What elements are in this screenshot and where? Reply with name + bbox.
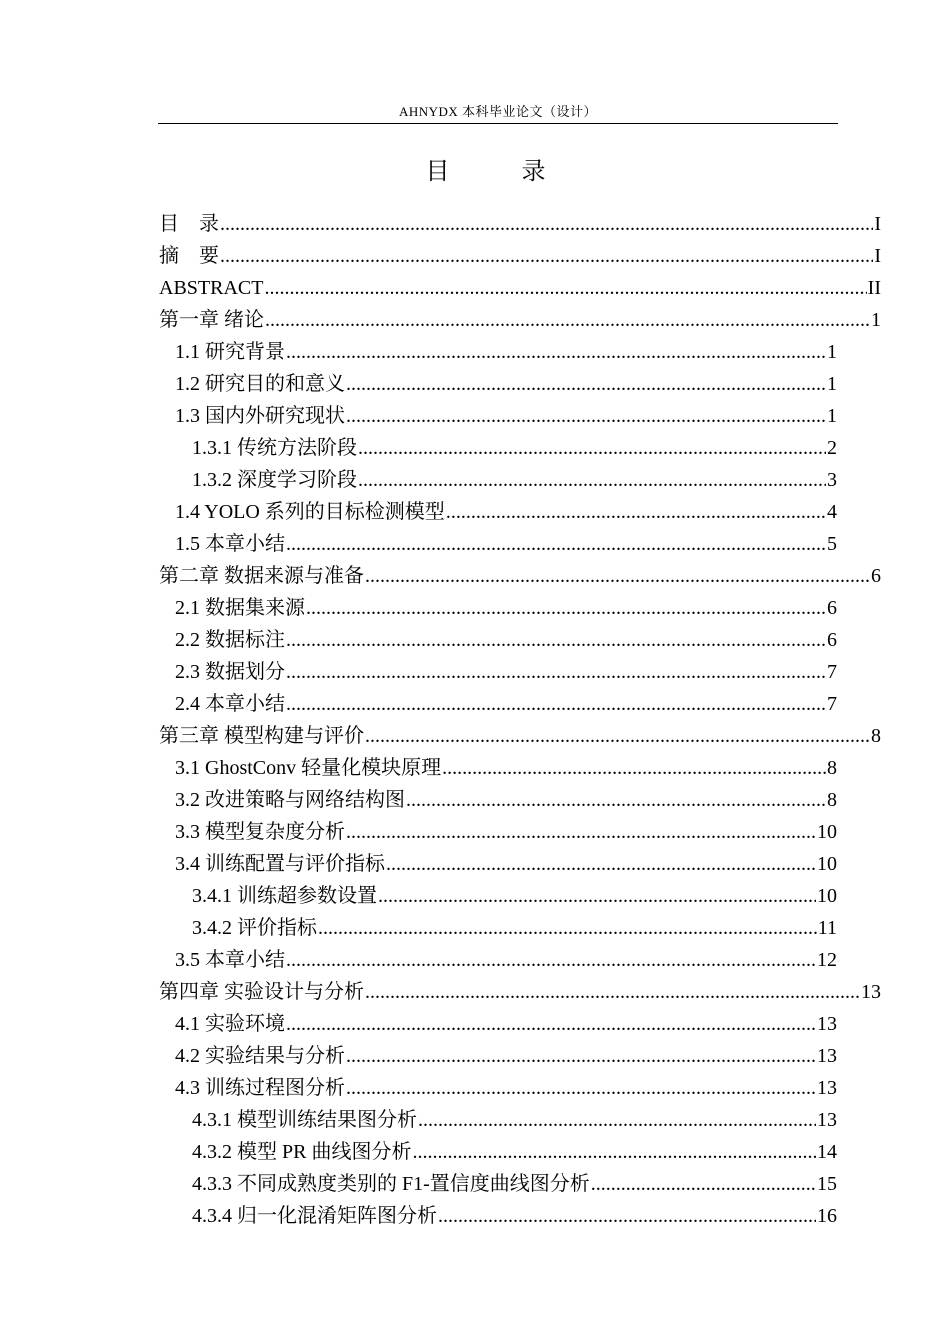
toc-entry-page-number: II (867, 277, 881, 299)
toc-dot-leader (286, 656, 826, 688)
toc-dot-leader (346, 816, 816, 848)
toc-entry-label: 第一章 绪论 (159, 309, 264, 331)
toc-entry-page-number: 7 (827, 693, 837, 715)
toc-entry-label: 4.3.3 不同成熟度类别的 F1-置信度曲线图分析 (192, 1173, 590, 1195)
toc-entry-page-number: 5 (827, 533, 837, 555)
toc-entry-page-number: 10 (817, 821, 837, 843)
toc-entry-label: 4.3.1 模型训练结果图分析 (192, 1109, 417, 1131)
toc-dot-leader (286, 1008, 816, 1040)
toc-dot-leader (446, 496, 826, 528)
toc-entry[interactable] (175, 944, 837, 976)
toc-entry-page-number: 8 (827, 757, 837, 779)
toc-dot-leader (220, 208, 873, 240)
toc-entry-label: 3.3 模型复杂度分析 (175, 821, 345, 843)
toc-entry[interactable] (192, 1104, 837, 1136)
toc-entry-page-number: 1 (827, 373, 837, 395)
toc-entry[interactable] (175, 1008, 837, 1040)
toc-entry[interactable] (175, 1040, 837, 1072)
page-title: 目 录 (425, 157, 570, 185)
toc-entry-label: 第三章 模型构建与评价 (159, 725, 364, 747)
toc-entry-label: 目 录 (159, 213, 219, 235)
toc-entry[interactable] (175, 624, 837, 656)
toc-entry-label: 第四章 实验设计与分析 (159, 981, 364, 1003)
toc-entry-page-number: 13 (817, 1077, 837, 1099)
toc-entry[interactable] (159, 976, 881, 1008)
toc-dot-leader (438, 1200, 816, 1232)
toc-dot-leader (358, 432, 826, 464)
toc-entry-label: 1.5 本章小结 (175, 533, 285, 555)
toc-entry-label: 摘 要 (159, 245, 219, 267)
toc-entry-page-number: 6 (871, 565, 881, 587)
toc-entry-page-number: 13 (861, 981, 881, 1003)
toc-entry-label: 1.2 研究目的和意义 (175, 373, 345, 395)
toc-entry[interactable] (192, 1168, 837, 1200)
toc-entry[interactable] (175, 688, 837, 720)
toc-dot-leader (346, 400, 826, 432)
toc-dot-leader (286, 528, 826, 560)
toc-entry[interactable] (159, 240, 881, 272)
toc-entry-page-number: 8 (871, 725, 881, 747)
toc-entry[interactable] (192, 464, 837, 496)
toc-entry[interactable] (175, 528, 837, 560)
toc-entry-page-number: 7 (827, 661, 837, 683)
toc-dot-leader (418, 1104, 816, 1136)
toc-entry[interactable] (159, 560, 881, 592)
toc-dot-leader (346, 1040, 816, 1072)
toc-entry[interactable] (175, 752, 837, 784)
toc-dot-leader (286, 688, 826, 720)
toc-entry[interactable] (175, 784, 837, 816)
toc-entry-label: 1.1 研究背景 (175, 341, 285, 363)
toc-entry-label: 2.1 数据集来源 (175, 597, 305, 619)
toc-entry[interactable] (159, 208, 881, 240)
toc-dot-leader (264, 272, 866, 304)
toc-entry-label: 1.3.1 传统方法阶段 (192, 437, 357, 459)
toc-entry-label: 1.3.2 深度学习阶段 (192, 469, 357, 491)
toc-dot-leader (286, 336, 826, 368)
toc-entry-page-number: 2 (827, 437, 837, 459)
toc-dot-leader (358, 464, 826, 496)
toc-entry[interactable] (192, 912, 837, 944)
toc-dot-leader (442, 752, 826, 784)
toc-entry-label: 2.2 数据标注 (175, 629, 285, 651)
toc-entry-page-number: 10 (817, 853, 837, 875)
toc-entry-label: 1.3 国内外研究现状 (175, 405, 345, 427)
toc-entry[interactable] (192, 1200, 837, 1232)
toc-entry[interactable] (175, 368, 837, 400)
toc-entry[interactable] (192, 432, 837, 464)
toc-entry[interactable] (175, 656, 837, 688)
toc-entry[interactable] (175, 592, 837, 624)
toc-dot-leader (306, 592, 826, 624)
toc-entry[interactable] (159, 272, 881, 304)
toc-entry-page-number: I (874, 245, 881, 267)
toc-dot-leader (365, 976, 860, 1008)
toc-entry-page-number: 6 (827, 629, 837, 651)
toc-entry[interactable] (175, 400, 837, 432)
toc-entry-label: 2.4 本章小结 (175, 693, 285, 715)
toc-dot-leader (265, 304, 870, 336)
toc-entry-page-number: 6 (827, 597, 837, 619)
toc-entry[interactable] (175, 816, 837, 848)
toc-entry[interactable] (175, 848, 837, 880)
toc-entry-page-number: 13 (817, 1109, 837, 1131)
toc-entry-page-number: 11 (817, 917, 837, 939)
toc-entry-label: 4.3 训练过程图分析 (175, 1077, 345, 1099)
header-rule (158, 123, 838, 124)
toc-dot-leader (378, 880, 816, 912)
toc-entry-page-number: 15 (817, 1173, 837, 1195)
toc-dot-leader (412, 1136, 816, 1168)
toc-entry-label: 4.1 实验环境 (175, 1013, 285, 1035)
toc-dot-leader (286, 944, 816, 976)
toc-dot-leader (365, 560, 870, 592)
toc-entry-page-number: 12 (817, 949, 837, 971)
toc-entry-label: 3.4 训练配置与评价指标 (175, 853, 385, 875)
toc-entry-label: 3.5 本章小结 (175, 949, 285, 971)
toc-dot-leader (591, 1168, 816, 1200)
toc-entry[interactable] (192, 1136, 837, 1168)
toc-dot-leader (406, 784, 826, 816)
toc-entry-page-number: 4 (827, 501, 837, 523)
toc-entry-label: 3.2 改进策略与网络结构图 (175, 789, 405, 811)
toc-entry-label: 4.3.2 模型 PR 曲线图分析 (192, 1141, 412, 1163)
toc-entry[interactable] (192, 880, 837, 912)
toc-entry-label: ABSTRACT (159, 277, 264, 299)
toc-entry-label: 4.3.4 归一化混淆矩阵图分析 (192, 1205, 437, 1227)
toc-entry-label: 3.4.1 训练超参数设置 (192, 885, 377, 907)
toc-entry-label: 4.2 实验结果与分析 (175, 1045, 345, 1067)
toc-dot-leader (220, 240, 873, 272)
running-header: AHNYDX 本科毕业论文（设计） (398, 104, 598, 119)
toc-entry[interactable] (175, 336, 837, 368)
toc-entry-page-number: 1 (827, 341, 837, 363)
toc-entry-page-number: 1 (827, 405, 837, 427)
toc-dot-leader (318, 912, 817, 944)
toc-entry-page-number: I (874, 213, 881, 235)
toc-entry-page-number: 1 (871, 309, 881, 331)
toc-entry-page-number: 13 (817, 1013, 837, 1035)
toc-entry-label: 2.3 数据划分 (175, 661, 285, 683)
toc-entry-label: 第二章 数据来源与准备 (159, 565, 364, 587)
toc-entry-page-number: 16 (817, 1205, 837, 1227)
toc-entry-page-number: 8 (827, 789, 837, 811)
toc-entry-page-number: 10 (817, 885, 837, 907)
toc-entry-page-number: 3 (827, 469, 837, 491)
toc-entry-label: 3.4.2 评价指标 (192, 917, 317, 939)
toc-entry-page-number: 14 (817, 1141, 837, 1163)
toc-entry[interactable] (175, 496, 837, 528)
toc-dot-leader (346, 1072, 816, 1104)
toc-dot-leader (286, 624, 826, 656)
toc-entry[interactable] (159, 720, 881, 752)
toc-dot-leader (386, 848, 816, 880)
toc-entry[interactable] (175, 1072, 837, 1104)
toc-entry-label: 1.4 YOLO 系列的目标检测模型 (175, 501, 445, 523)
toc-dot-leader (346, 368, 826, 400)
toc-entry-page-number: 13 (817, 1045, 837, 1067)
toc-dot-leader (365, 720, 870, 752)
toc-entry-label: 3.1 GhostConv 轻量化模块原理 (175, 757, 442, 779)
toc-entry[interactable] (159, 304, 881, 336)
